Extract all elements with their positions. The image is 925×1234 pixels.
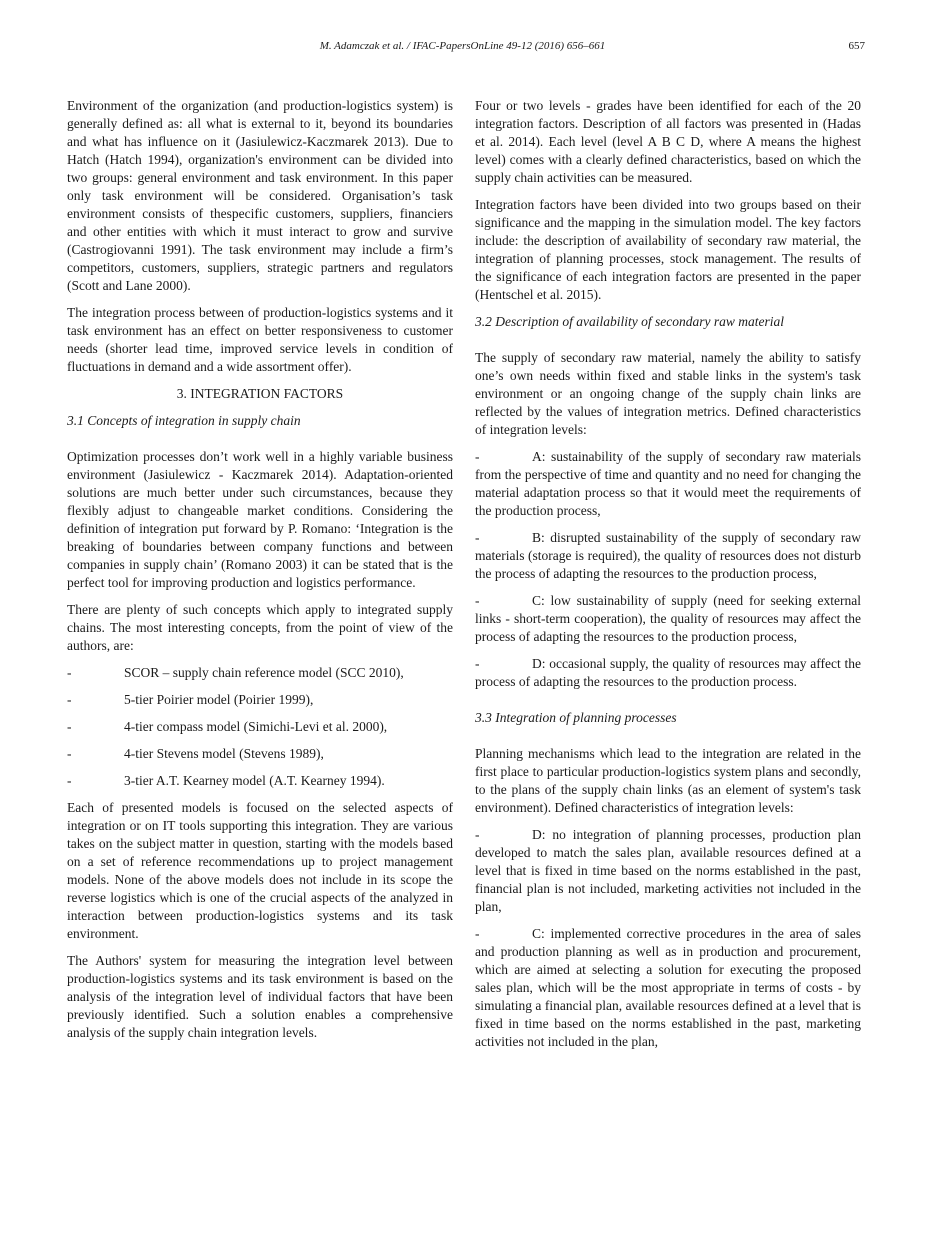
subsection-heading-3-2: 3.2 Description of availability of secondary raw material xyxy=(475,314,784,329)
level-item-text: D: no integration of planning processes, production plan developed to match the sales plan, available resources defined at a level that is fixed in time based on the norms established in the past, financial plan is not included, marketing activities not included in the plan, xyxy=(475,827,861,914)
subsection-heading-3-1: 3.1 Concepts of integration in supply chain xyxy=(67,413,301,428)
list-item-text: 4-tier compass model (Simichi-Levi et al. 2000), xyxy=(124,719,388,734)
paragraph-authors-system: The Authors' system for measuring the integration level between production-logistics systems and its task environment is based on the analysis of the integration level of individual factors that have been previously identified. Such a solution enables a comprehensive analysis of the supply chain integration levels. xyxy=(67,953,453,1040)
planning-level-d xyxy=(475,826,861,916)
list-dash: - xyxy=(67,773,72,788)
list-dash: - xyxy=(67,719,72,734)
list-dash: - xyxy=(67,746,72,761)
level-item-d xyxy=(475,655,861,691)
list-dash: - xyxy=(475,593,480,608)
concepts-list xyxy=(67,664,453,790)
paragraph-models-focus: Each of presented models is focused on the selected aspects of integration or on IT tools supporting this integration. They are various takes on the subject matter in question, starting with the models based on a set of reference recommendations up to project management models. None of the above models does not include in its scope the reverse logistics which is one of the crucial aspects of the analyzed in interaction between production-logistics systems and its task environment. xyxy=(67,800,453,941)
list-item xyxy=(67,772,453,790)
paragraph-secondary-supply: The supply of secondary raw material, namely the ability to satisfy one’s own needs within fixed and stable links in the system's task environment or an ongoing change of the supply chain links are reflected by the values of integration metrics. Defined characteristics of integration levels: xyxy=(475,350,861,437)
paragraph-levels: Four or two levels - grades have been identified for each of the 20 integration factors. Description of all factors was presented in (Hadas et al. 2014). Each level (level A B C D, where A means the highest level) comes with a clearly defined characteristics, based on which the supply chain activities can be measured. xyxy=(475,98,861,185)
list-item-text: 4-tier Stevens model (Stevens 1989), xyxy=(124,746,324,761)
subsection-heading-3-3: 3.3 Integration of planning processes xyxy=(475,710,677,725)
level-item-text: D: occasional supply, the quality of resources may affect the process of adapting the resources to the production process. xyxy=(475,656,861,689)
level-item-text: A: sustainability of the supply of secondary raw materials from the perspective of time and quantity and no need for changing the material adaptation process so that it would meet the requirements of the production process, xyxy=(475,449,861,518)
level-item-b xyxy=(475,529,861,583)
list-dash: - xyxy=(475,656,480,671)
paragraph-optimization: Optimization processes don’t work well in a highly variable business environment (Jasiulewicz - Kaczmarek 2014). Adaptation-oriented solutions are much better under such circumstances, because they flexibly adjust to changeable market conditions. Considering the definition of integration put forward by P. Romano: ‘Integration is the breaking of boundaries between company functions and between companies in supply chain’ (Romano 2003) it can be stated that is the perfect tool for improving production and logistics performance. xyxy=(67,449,453,590)
paragraph-factor-groups: Integration factors have been divided into two groups based on their significance and the mapping in the simulation model. The key factors include: the description of availability of secondary raw material, the integration of planning processes, stock management. The results of the significance of each integration factors are presented in the paper (Hentschel et al. 2015). xyxy=(475,197,861,302)
paragraph-planning-mechanisms: Planning mechanisms which lead to the integration are related in the first place to particular production-logistics system plans and secondly, to the plans of the supply chain links (as an element of system's task environment). Defined characteristics of integration levels: xyxy=(475,746,861,815)
list-dash: - xyxy=(475,926,480,941)
list-item xyxy=(67,691,453,709)
level-item-c xyxy=(475,592,861,646)
running-header xyxy=(0,40,925,58)
level-item-text: B: disrupted sustainability of the supply of secondary raw materials (storage is required), the quality of resources does not disturb the process of adapting the resources to the production process, xyxy=(475,530,861,581)
paragraph-integration-process: The integration process between of production-logistics systems and it task environment has an effect on better responsiveness to customer needs (shorter lead time, improved service levels in condition of fluctuations in demand and a wide assortment offer). xyxy=(67,305,453,374)
list-item-text: 3-tier A.T. Kearney model (A.T. Kearney 1994). xyxy=(124,773,385,788)
paragraph-concepts-intro: There are plenty of such concepts which apply to integrated supply chains. The most interesting concepts, from the point of view of the authors, are: xyxy=(67,602,453,653)
page-number: 657 xyxy=(848,40,865,52)
list-dash: - xyxy=(475,530,480,545)
paragraph-environment: Environment of the organization (and production-logistics system) is generally defined as: all what is external to it, beyond its boundaries and what has influence on it (Jasiulewicz-Kaczmarek 2013). Due to Hatch (Hatch 1994), organization's environment can be divided into two groups: general environment and task environment. In this paper only task environment will be considered. Organisation’s task environment consists of thespecific customers, suppliers, financiers and other entities with which it must interact to grow and survive (Castrogiovanni 1991). The task environment may include a firm’s competitors, customers, suppliers, strategic partners and regulators (Scott and Lane 2000). xyxy=(67,98,453,293)
left-column xyxy=(67,97,453,1051)
level-item-text: C: low sustainability of supply (need for seeking external links - short-term cooperation), the quality of resources may affect the process of adapting the resources to the production process, xyxy=(475,593,861,644)
list-item xyxy=(67,745,453,763)
right-column xyxy=(475,97,861,1060)
planning-level-c xyxy=(475,925,861,1051)
level-item-text: C: implemented corrective procedures in the area of sales and production planning as well as in production and procurement, which are aimed at selecting a solution for executing the proposed sales plan, which will be the most appropriate in terms of costs - by simulating a financial plan, available resources defined at a level that is fixed in time based on the norms established in the past, marketing activities not included in the plan, xyxy=(475,926,861,1049)
list-dash: - xyxy=(67,665,72,680)
section-heading-integration-factors: 3. INTEGRATION FACTORS xyxy=(176,386,344,401)
list-item xyxy=(67,664,453,682)
level-item-a xyxy=(475,448,861,520)
list-item-text: 5-tier Poirier model (Poirier 1999), xyxy=(124,692,314,707)
list-dash: - xyxy=(475,449,480,464)
list-item xyxy=(67,718,453,736)
list-dash: - xyxy=(67,692,72,707)
list-dash: - xyxy=(475,827,480,842)
list-item-text: SCOR – supply chain reference model (SCC 2010), xyxy=(124,665,404,680)
running-title: M. Adamczak et al. / IFAC-PapersOnLine 49-12 (2016) 656–661 xyxy=(319,40,606,52)
